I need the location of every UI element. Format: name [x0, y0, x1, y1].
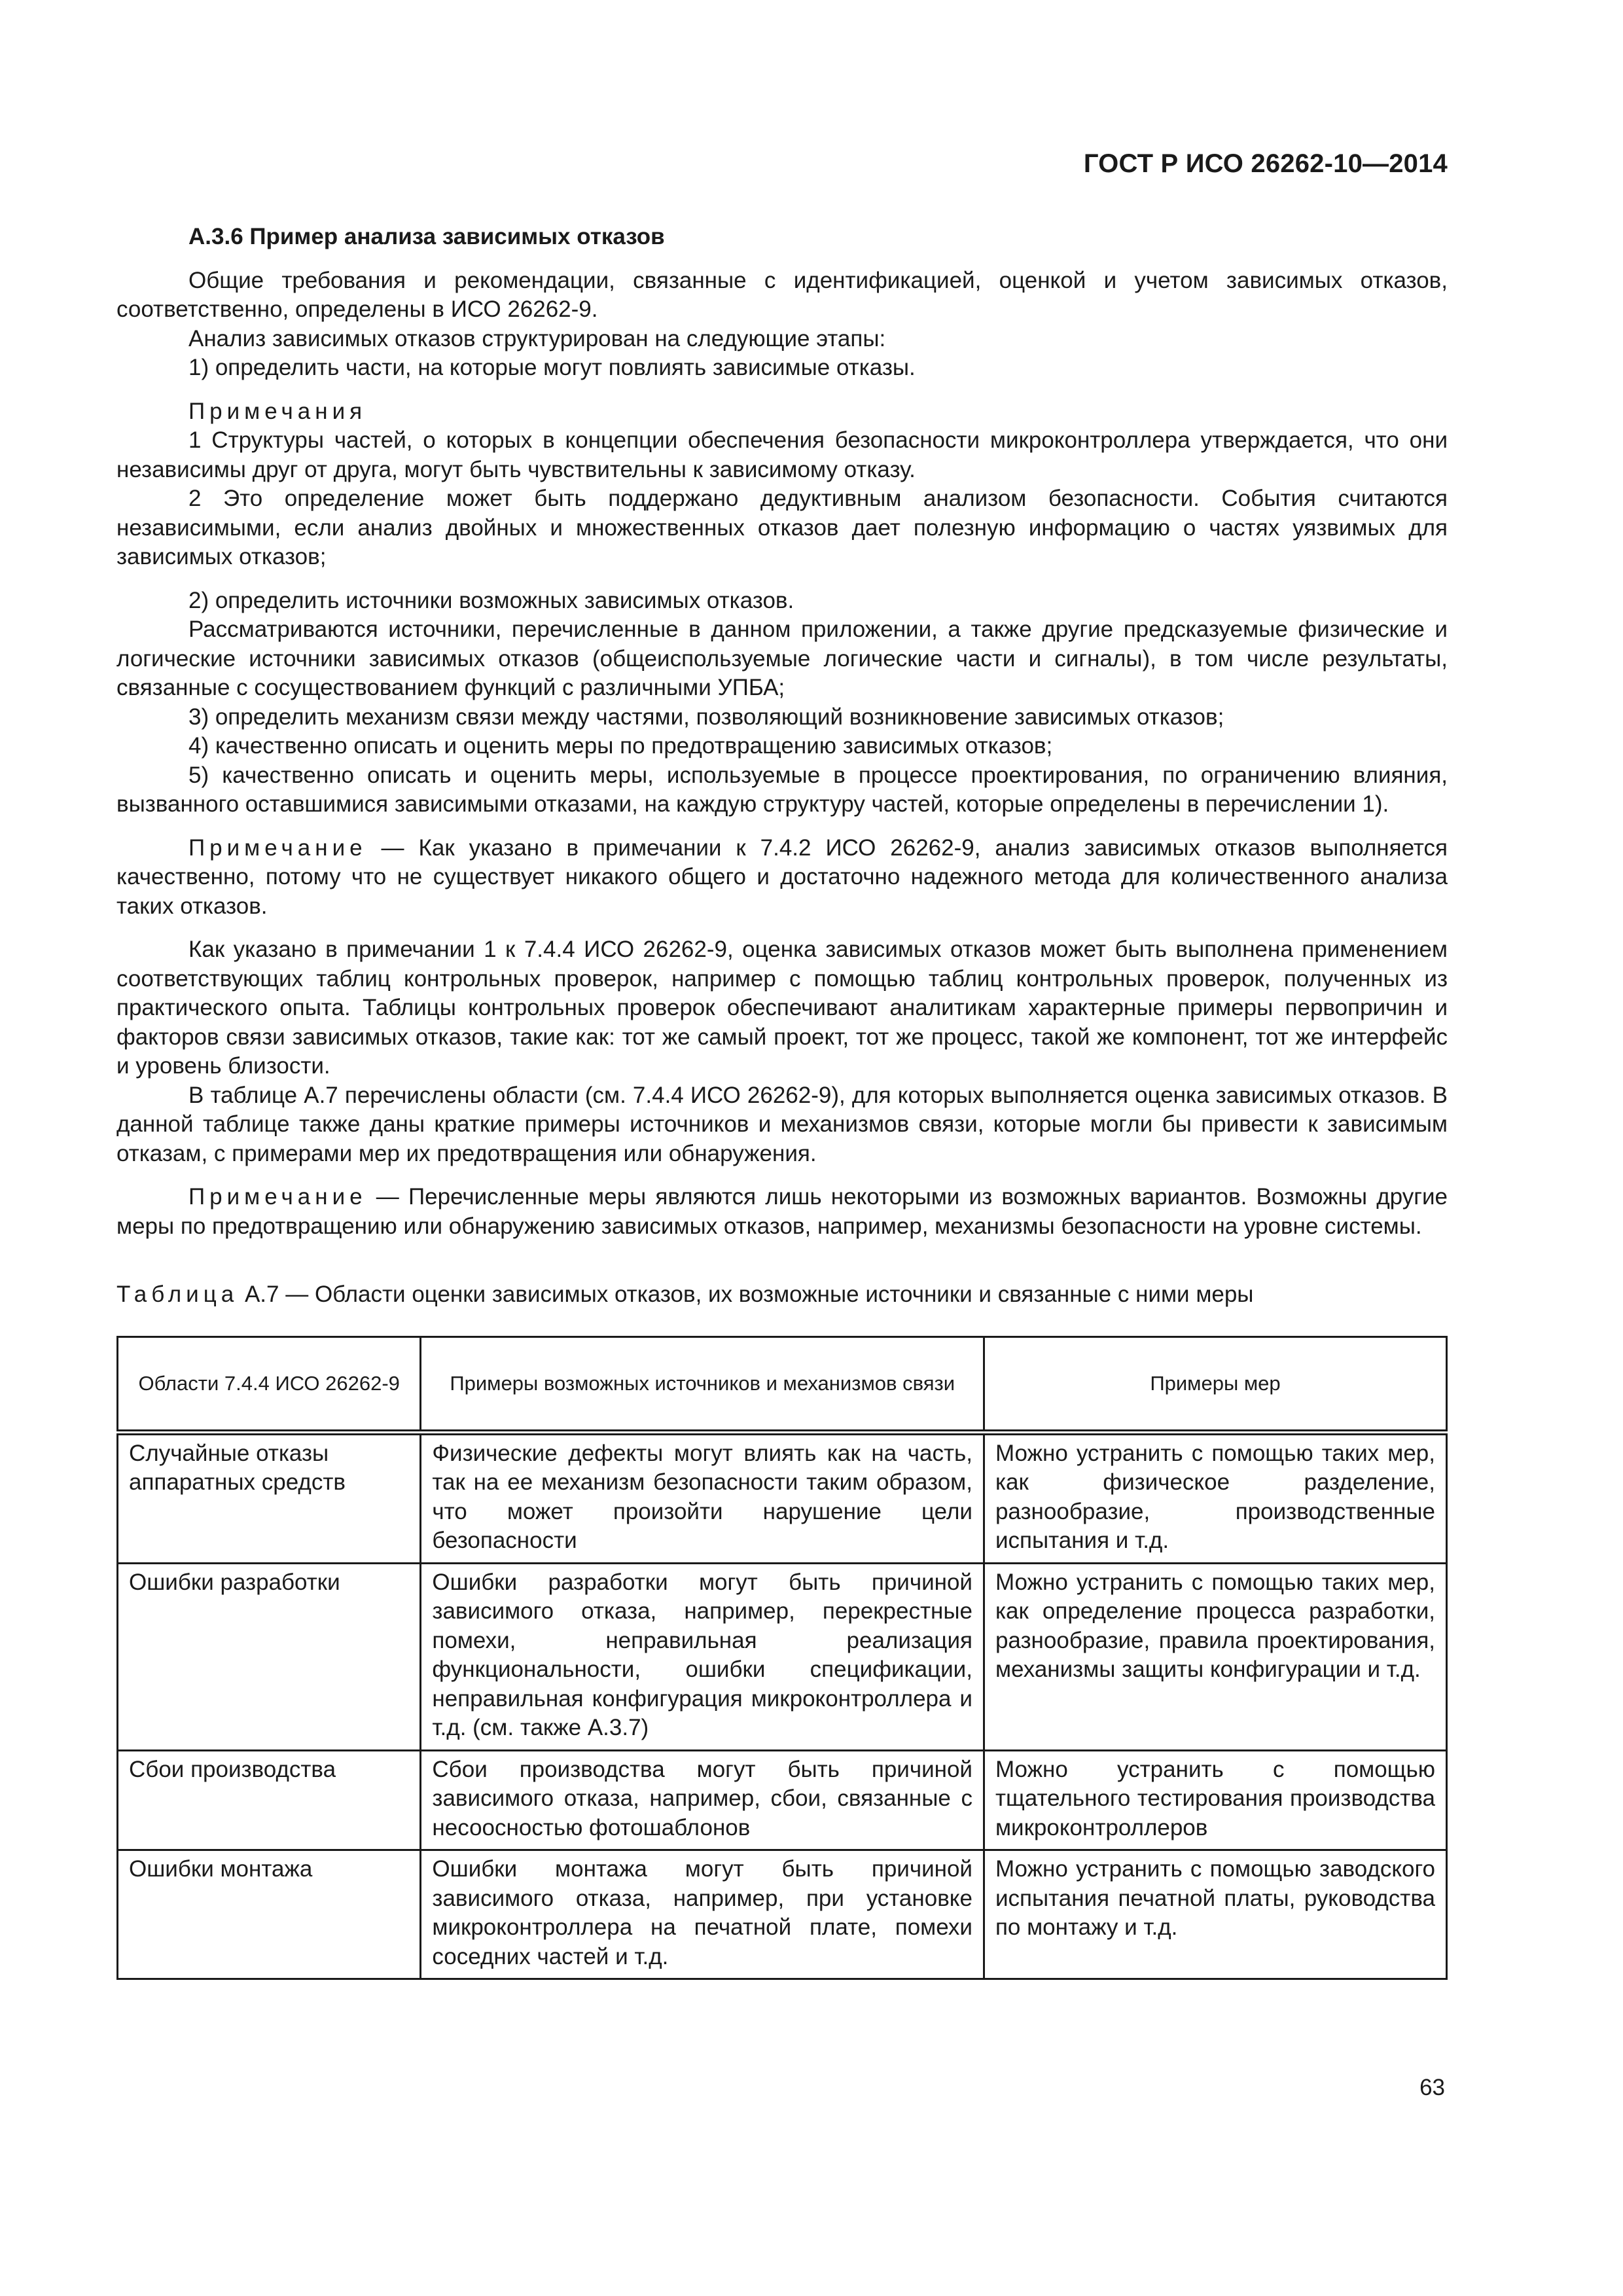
- paragraph-checklist-evaluation: Как указано в примечании 1 к 7.4.4 ИСО 26262-9, оценка зависимых отказов может быть выполнена применением соответствующих таблиц контрольных проверок, например с помощью таблиц контрольных проверок, полученных из практического опыта. Таблицы контрольных проверок обеспечивают аналитикам характерные примеры первопричин и факторов связи зависимых отказов, такие как: тот же самый проект, тот же процесс, такой же компонент, тот же интерфейс и уровень близости.: [116, 937, 1448, 1079]
- list-item-step-5: 5) качественно описать и оценить меры, используемые в процессе проектирования, по ограничению влияния, вызванного оставшимися зависимыми отказами, на каждую структуру частей, которые определены в перечислении 1).: [116, 762, 1448, 817]
- table-row: [118, 1850, 1447, 1979]
- note-2: 2 Это определение может быть поддержано дедуктивным анализом безопасности. События считаются независимыми, если анализ двойных и множественных отказов дает полезную информацию о частях уязвимых для зависимых отказов;: [116, 486, 1448, 569]
- table-cell-area: Сбои производства: [118, 1750, 421, 1850]
- notes-label: Примечания: [188, 398, 367, 424]
- note-3-text: — Как указано в примечании к 7.4.2 ИСО 26262-9, анализ зависимых отказов выполняется качественно, потому что не существует никакого общего и достаточно надежного метода для количественного анализа таких отказов.: [116, 834, 1448, 919]
- table-cell-measures: Можно устранить с помощью тщательного тестирования производства микроконтроллеров: [984, 1750, 1446, 1850]
- page-number: 63: [1419, 2075, 1445, 2100]
- table-cell-area: Ошибки разработки: [118, 1563, 421, 1750]
- table-cell-sources: Сбои производства могут быть причиной зависимого отказа, например, сбои, связанные с несоосностью фотошаблонов: [421, 1750, 984, 1850]
- table-caption-text: А.7 — Области оценки зависимых отказов, их возможные источники и связанные с ними меры: [238, 1282, 1254, 1307]
- list-item-step-2: 2) определить источники возможных зависимых отказов.: [188, 587, 794, 613]
- table-row: [118, 1563, 1447, 1750]
- paragraph-analysis-steps-intro: Анализ зависимых отказов структурирован на следующие этапы:: [188, 325, 886, 351]
- document-body: [116, 223, 1448, 1980]
- section-title: А.3.6 Пример анализа зависимых отказов: [188, 224, 665, 249]
- note-1: 1 Структуры частей, о которых в концепции обеспечения безопасности микроконтроллера утверждается, что они независимы друг от друга, могут быть чувствительны к зависимому отказу.: [116, 427, 1448, 482]
- list-item-step-1: 1) определить части, на которые могут повлиять зависимые отказы.: [188, 355, 916, 380]
- table-caption: [116, 1280, 1448, 1310]
- dependent-failures-table: [116, 1336, 1448, 1981]
- table-row: [118, 1750, 1447, 1850]
- column-header-areas: Области 7.4.4 ИСО 26262-9: [118, 1336, 421, 1432]
- table-row: [118, 1432, 1447, 1563]
- column-header-measures: Примеры мер: [984, 1336, 1446, 1432]
- paragraph-table-reference: В таблице А.7 перечислены области (см. 7.4.4 ИСО 26262-9), для которых выполняется оценка зависимых отказов. В данной таблице также даны краткие примеры источников и механизмов связи, которые могли бы привести к зависимым отказам, с примерами мер их предотвращения или обнаружения.: [116, 1082, 1448, 1166]
- list-item-step-3: 3) определить механизм связи между частями, позволяющий возникновение зависимых отказов;: [188, 704, 1224, 730]
- note-4-text: — Перечисленные меры являются лишь некоторыми из возможных вариантов. Возможны другие меры по предотвращению или обнаружению зависимых отказов, например, механизмы безопасности на уровне системы.: [116, 1184, 1448, 1239]
- table-cell-sources: Ошибки монтажа могут быть причиной зависимого отказа, например, при установке микроконтроллера на печатной плате, помехи соседних частей и т.д.: [421, 1850, 984, 1979]
- table-cell-measures: Можно устранить с помощью таких мер, как определение процесса разработки, разнообразие, правила проектирования, механизмы защиты конфигурации и т.д.: [984, 1563, 1446, 1750]
- table-cell-sources: Физические дефекты могут влиять как на часть, так на ее механизм безопасности таким образом, что может произойти нарушение цели безопасности: [421, 1432, 984, 1563]
- table-caption-label: Таблица: [116, 1282, 239, 1307]
- column-header-sources: Примеры возможных источников и механизмов связи: [421, 1336, 984, 1432]
- table-cell-sources: Ошибки разработки могут быть причиной зависимого отказа, например, перекрестные помехи, неправильная реализация функциональности, ошибки спецификации, неправильная конфигурация микроконтроллера и т.д. (см. также А.3.7): [421, 1563, 984, 1750]
- list-item-step-4: 4) качественно описать и оценить меры по предотвращению зависимых отказов;: [188, 733, 1053, 759]
- note-4: [116, 1183, 1448, 1241]
- note-3: [116, 834, 1448, 922]
- table-cell-measures: Можно устранить с помощью таких мер, как физическое разделение, разнообразие, производственные испытания и т.д.: [984, 1432, 1446, 1563]
- table-cell-area: Ошибки монтажа: [118, 1850, 421, 1979]
- table-cell-measures: Можно устранить с помощью заводского испытания печатной платы, руководства по монтажу и т.д.: [984, 1850, 1446, 1979]
- note-4-label: Примечание: [188, 1184, 367, 1210]
- table-cell-area: Случайные отказы аппаратных средств: [118, 1432, 421, 1563]
- note-3-label: Примечание: [188, 834, 367, 861]
- table-header-row: [118, 1336, 1447, 1432]
- list-item-step-2-detail: Рассматриваются источники, перечисленные в данном приложении, а также другие предсказуемые физические и логические источники зависимых отказов (общеиспользуемые логические части и сигналы), в том числе результаты, связанные с сосуществованием функций с различными УПБА;: [116, 617, 1448, 700]
- standard-code-header: ГОСТ Р ИСО 26262-10—2014: [1083, 149, 1448, 178]
- paragraph-general-requirements: Общие требования и рекомендации, связанные с идентификацией, оценкой и учетом зависимых отказов, соответственно, определены в ИСО 26262-9.: [116, 267, 1448, 322]
